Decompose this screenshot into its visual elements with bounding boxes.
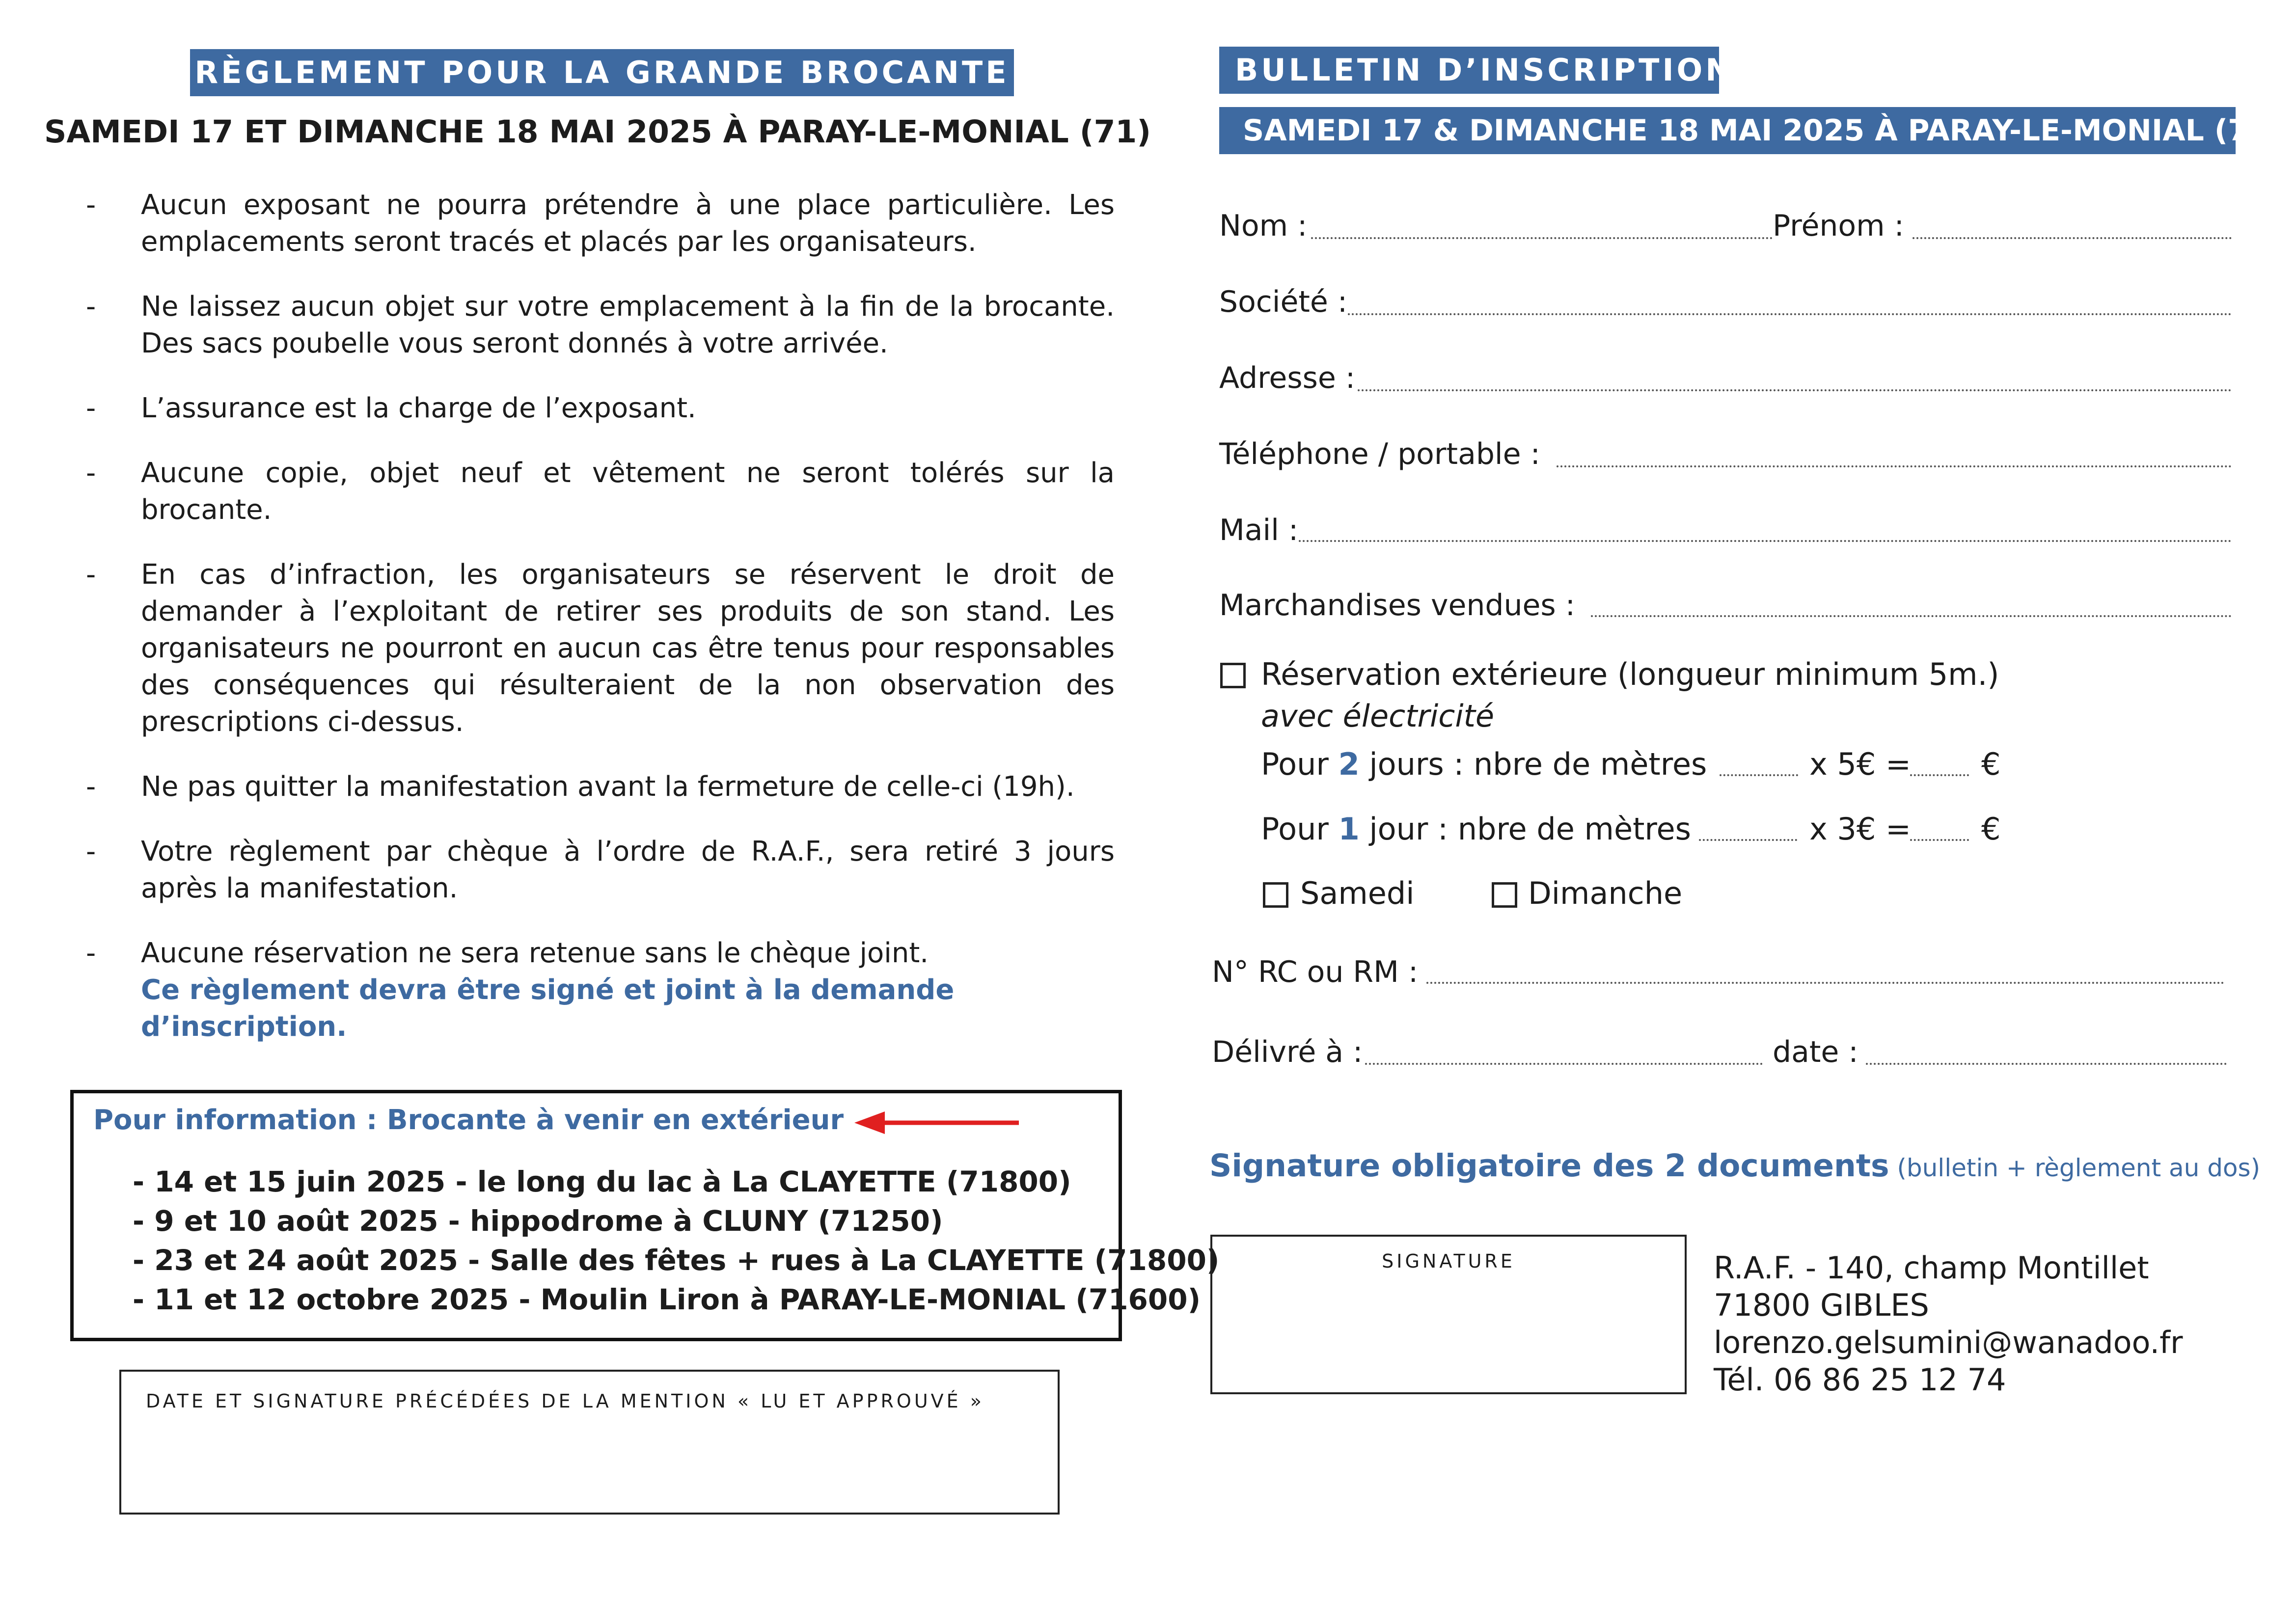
info-title: Pour information : Brocante à venir en extérieur [93, 1104, 844, 1136]
rule-dash: - [86, 457, 96, 489]
rule-dash: - [86, 771, 96, 803]
events-list [133, 1162, 1219, 1319]
prenom-label: Prénom : [1773, 209, 1904, 243]
event-item: - 23 et 24 août 2025 - Salle des fêtes + rues à La CLAYETTE (71800) [133, 1244, 1220, 1277]
event-item: - 9 et 10 août 2025 - hippodrome à CLUNY (71250) [133, 1204, 943, 1238]
registration-banner: BULLETIN D’INSCRIPTION [1219, 47, 1719, 94]
reservation-label: Réservation extérieure (longueur minimum 5m.) [1261, 656, 1999, 692]
contact-city: 71800 GIBLES [1714, 1287, 1929, 1323]
rule-item: - L’assurance est la charge de l’exposant. [86, 390, 1115, 427]
rc-input[interactable] [1426, 982, 2224, 984]
two-days-meters-input[interactable] [1720, 774, 1798, 776]
rule-item: - Votre règlement par chèque à l’ordre de R.A.F., sera retiré 3 jours après la manifestation. [86, 833, 1115, 907]
dimanche-label: Dimanche [1528, 875, 1683, 911]
signature-required-title: Signature obligatoire des 2 documents [1209, 1148, 1889, 1184]
samedi-label: Samedi [1300, 875, 1415, 911]
organizer-contact [1714, 1249, 2183, 1399]
approval-signature-caption: DATE ET SIGNATURE PRÉCÉDÉES DE LA MENTION « LU ET APPROUVÉ » [146, 1390, 984, 1412]
one-day-meters-input[interactable] [1699, 839, 1797, 841]
prenom-input[interactable] [1913, 237, 2232, 239]
rules-subtitle: SAMEDI 17 ET DIMANCHE 18 MAI 2025 À PARAY-LE-MONIAL (71) [44, 114, 1151, 150]
contact-address: R.A.F. - 140, champ Montillet [1714, 1250, 2149, 1286]
marchandises-label: Marchandises vendues : [1219, 588, 1575, 623]
two-days-currency: € [1981, 746, 2001, 782]
delivre-label: Délivré à : [1212, 1035, 1363, 1069]
signature-required-note [1209, 1148, 2260, 1184]
rule-dash: - [86, 836, 96, 867]
signature-required-detail: (bulletin + règlement au dos) [1889, 1154, 2261, 1182]
rule-dash: - [86, 291, 96, 323]
date-label: date : [1773, 1035, 1859, 1069]
telephone-label: Téléphone / portable : [1219, 437, 1540, 471]
date-input[interactable] [1866, 1063, 2227, 1065]
rc-label: N° RC ou RM : [1212, 955, 1419, 989]
arrow-left-icon [854, 1110, 1021, 1135]
two-days-total-input[interactable] [1910, 774, 1969, 776]
adresse-input[interactable] [1358, 389, 2232, 391]
one-day-total-input[interactable] [1910, 839, 1969, 841]
contact-email[interactable]: lorenzo.gelsumini@wanadoo.fr [1714, 1325, 2183, 1360]
rule-dash: - [86, 937, 96, 969]
reservation-checkbox[interactable] [1220, 663, 1246, 688]
registration-signature-box[interactable] [1210, 1235, 1687, 1394]
samedi-checkbox[interactable] [1263, 882, 1288, 908]
dimanche-checkbox[interactable] [1492, 882, 1517, 908]
approval-signature-box[interactable] [119, 1370, 1060, 1515]
marchandises-input[interactable] [1591, 615, 2232, 617]
rule-item: - Ne laissez aucun objet sur votre emplacement à la fin de la brocante. Des sacs poubelle vous seront donnés à votre arrivée. [86, 288, 1115, 362]
adresse-label: Adresse : [1219, 361, 1356, 395]
one-day-line: Pour 1 jour : nbre de mètres [1261, 811, 1691, 847]
rule-emphasis: Ce règlement devra être signé et joint à la demande d’inscription. [141, 974, 955, 1043]
nom-label: Nom : [1219, 209, 1308, 243]
rules-list [86, 187, 1115, 1073]
delivre-input[interactable] [1365, 1063, 1763, 1065]
mail-label: Mail : [1219, 513, 1299, 547]
rule-dash: - [86, 559, 96, 591]
rule-dash: - [86, 189, 96, 221]
upcoming-events-box [70, 1090, 1220, 1341]
mail-input[interactable] [1299, 540, 2232, 542]
rule-item: - Aucun exposant ne pourra prétendre à une place particulière. Les emplacements seront tracés et placés par les organisateurs. [86, 187, 1115, 260]
societe-label: Société : [1219, 285, 1348, 319]
one-day-currency: € [1981, 811, 2001, 847]
rule-dash: - [86, 392, 96, 424]
telephone-input[interactable] [1557, 465, 2232, 467]
event-item: - 11 et 12 octobre 2025 - Moulin Liron à PARAY-LE-MONIAL (71600) [133, 1283, 1201, 1316]
two-days-rate: x 5€ = [1809, 746, 1911, 782]
rules-banner: RÈGLEMENT POUR LA GRANDE BROCANTE [190, 49, 1014, 96]
nom-input[interactable] [1311, 237, 1773, 239]
societe-input[interactable] [1348, 313, 2232, 315]
rule-item: - Ne pas quitter la manifestation avant la fermeture de celle-ci (19h). [86, 768, 1115, 805]
registration-signature-caption: SIGNATURE [1382, 1250, 1515, 1272]
contact-phone: Tél. 06 86 25 12 74 [1714, 1362, 2006, 1398]
registration-subbanner: SAMEDI 17 & DIMANCHE 18 MAI 2025 À PARAY-LE-MONIAL (71) [1219, 107, 2236, 154]
two-days-line: Pour 2 jours : nbre de mètres [1261, 746, 1707, 782]
rule-item: - Aucune réservation ne sera retenue sans le chèque joint. Ce règlement devra être signé et joint à la demande d’inscription. [86, 935, 1115, 1045]
event-item: - 14 et 15 juin 2025 - le long du lac à La CLAYETTE (71800) [133, 1165, 1071, 1198]
rule-item: - Aucune copie, objet neuf et vêtement ne seront tolérés sur la brocante. [86, 455, 1115, 528]
rule-item: - En cas d’infraction, les organisateurs se réservent le droit de demander à l’exploitant de retirer ses produits de son stand. Les organisateurs ne pourront en aucun cas être tenus pour responsables des conséquences qui résulteraient de la non observation des prescriptions ci-dessus. [86, 556, 1115, 740]
reservation-note: avec électricité [1261, 698, 1495, 734]
one-day-rate: x 3€ = [1809, 811, 1911, 847]
